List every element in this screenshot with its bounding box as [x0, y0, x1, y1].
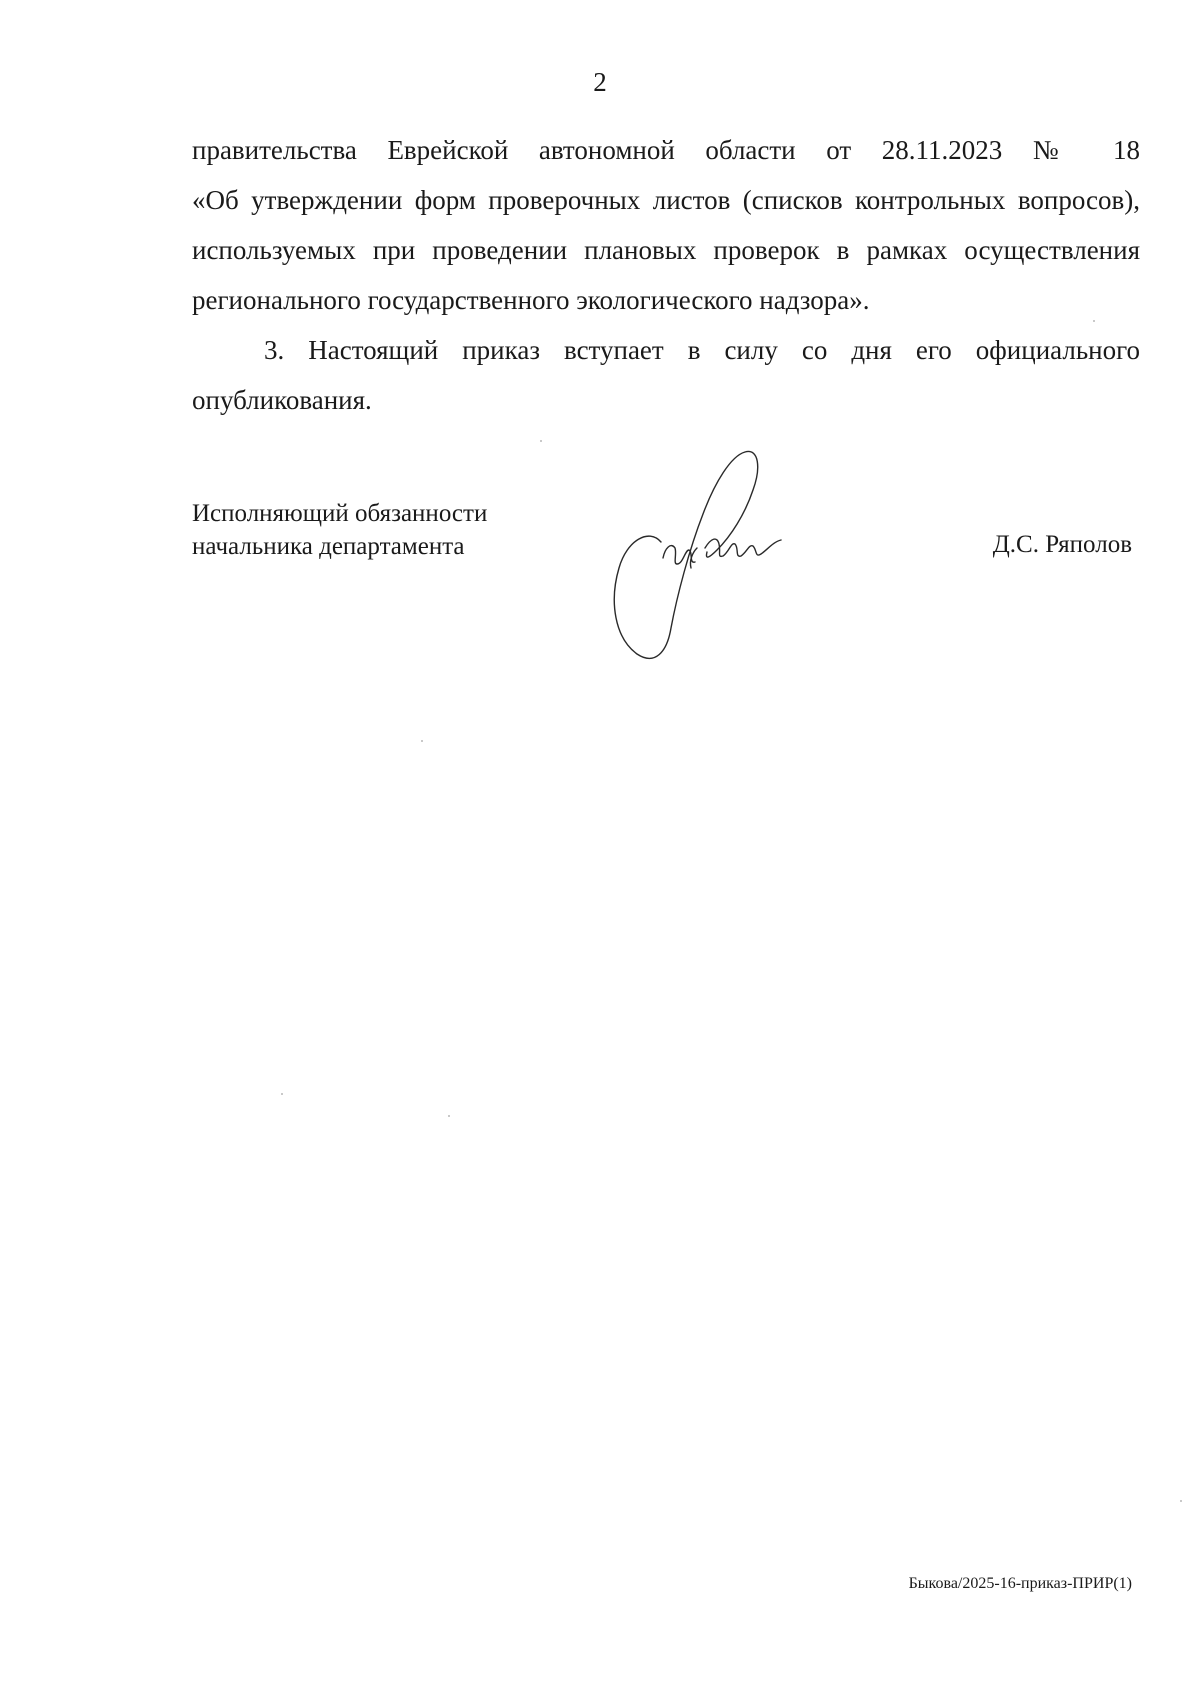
handwritten-signature — [605, 440, 805, 665]
signer-position — [192, 497, 487, 563]
paragraph-continuation — [192, 125, 1140, 325]
scan-speck — [448, 1115, 450, 1117]
scan-speck — [421, 740, 423, 742]
text-line: опубликования. — [192, 385, 372, 415]
text-line: регионального государственного экологического надзора». — [192, 285, 870, 315]
scan-speck — [1093, 320, 1095, 322]
document-code: Быкова/2025-16-приказ-ПРИР(1) — [908, 1575, 1132, 1592]
scan-speck — [281, 1093, 283, 1095]
text-line: «Об утверждении форм проверочных листов (списков контрольных вопросов), — [192, 185, 1140, 215]
signer-position-line: Исполняющий обязанности — [192, 500, 488, 527]
text-line: 3. Настоящий приказ вступает в силу со дня его официального — [264, 335, 1140, 365]
scan-speck — [540, 440, 542, 442]
scan-speck — [1180, 1500, 1182, 1502]
paragraph-item-3 — [192, 325, 1140, 425]
signer-name: Д.С. Ряполов — [992, 531, 1132, 558]
signer-position-line: начальника департамента — [192, 533, 465, 560]
text-line: используемых при проведении плановых проверок в рамках осуществления — [192, 235, 1140, 265]
text-line: правительства Еврейской автономной области от 28.11.2023 № 18 — [192, 135, 1140, 165]
document-body — [192, 125, 1140, 425]
page-number: 2 — [593, 67, 607, 97]
